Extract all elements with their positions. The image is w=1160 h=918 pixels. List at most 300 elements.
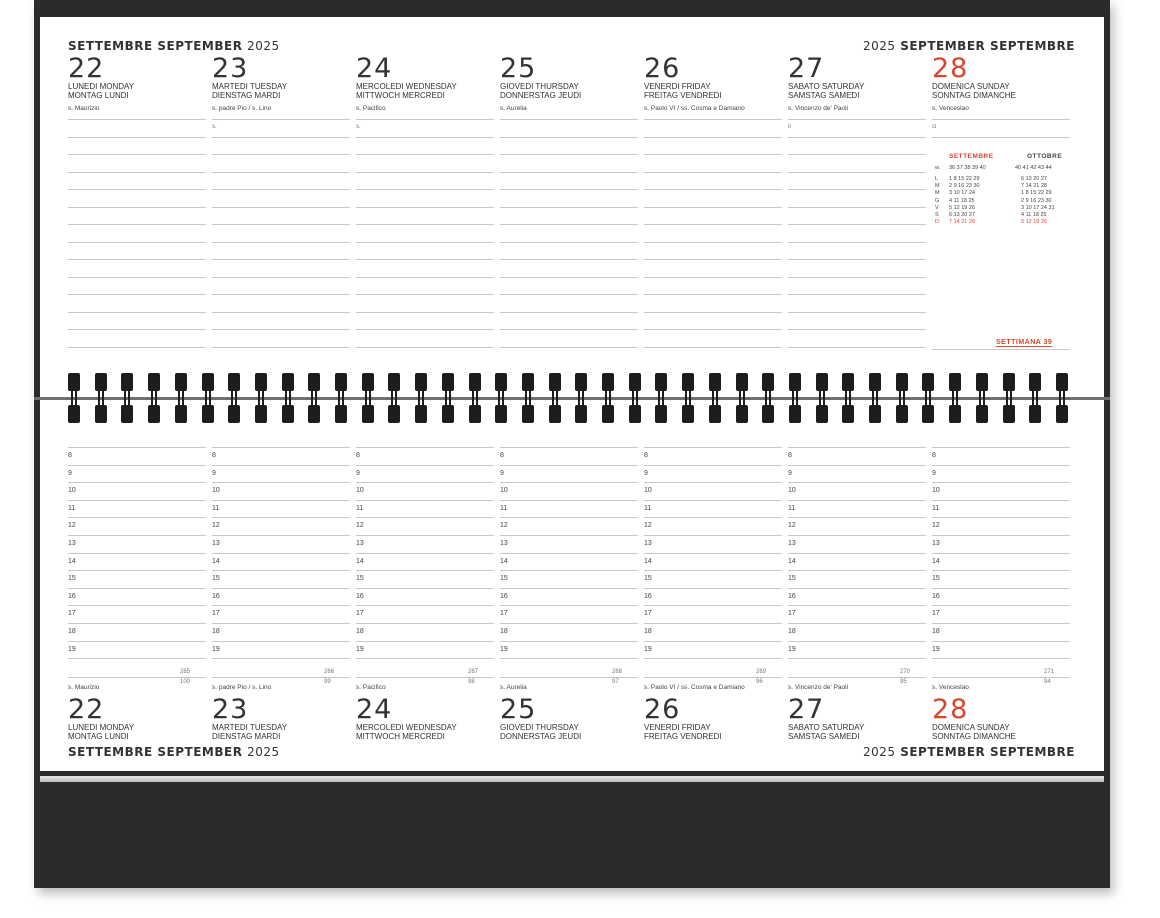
spiral-ring	[255, 373, 267, 423]
mini-cal-row	[935, 212, 1075, 219]
saint-name: s. Pacifico	[356, 105, 386, 112]
hour-line[interactable]	[68, 570, 206, 571]
hour-label: 14	[932, 557, 940, 565]
spiral-ring	[1029, 373, 1041, 423]
hour-line[interactable]	[356, 465, 494, 466]
hour-label: 14	[356, 557, 364, 565]
writing-line[interactable]	[788, 189, 926, 190]
hour-line[interactable]	[788, 447, 926, 448]
hour-label: 11	[212, 504, 220, 512]
writing-line[interactable]	[212, 259, 350, 260]
hour-line[interactable]	[500, 447, 638, 448]
hour-label: 11	[932, 504, 940, 512]
hour-line[interactable]	[500, 553, 638, 554]
day-name-line2: DIENSTAG MARDI	[212, 732, 281, 741]
saint-name-bottom: s. Maurizio	[68, 684, 100, 691]
spiral-ring	[949, 373, 961, 423]
mini-cal-sept-days: 7 14 21 28	[949, 219, 975, 226]
hour-line[interactable]	[68, 535, 206, 536]
hour-line[interactable]	[212, 447, 350, 448]
writing-line[interactable]	[788, 224, 926, 225]
writing-line[interactable]	[932, 137, 1070, 138]
day-header-bottom	[788, 696, 928, 741]
writing-line[interactable]	[68, 312, 206, 313]
writing-line[interactable]	[68, 137, 206, 138]
writing-line[interactable]	[500, 119, 638, 120]
writing-line[interactable]	[356, 172, 494, 173]
hour-line[interactable]	[212, 500, 350, 501]
writing-line[interactable]	[356, 224, 494, 225]
mini-cal-oct-days: 1 8 15 22 29	[1021, 190, 1052, 197]
hour-label: 12	[500, 522, 508, 530]
hour-line[interactable]	[788, 588, 926, 589]
writing-line[interactable]	[500, 224, 638, 225]
hour-line[interactable]	[788, 465, 926, 466]
mini-cal-row	[935, 198, 1075, 205]
hour-line[interactable]	[644, 553, 782, 554]
hour-line[interactable]	[212, 517, 350, 518]
hour-line[interactable]	[68, 605, 206, 606]
hour-label: 17	[68, 610, 76, 618]
mini-cal-sept-days: 1 8 15 22 29	[949, 176, 980, 182]
writing-line[interactable]	[356, 154, 494, 155]
hour-line[interactable]	[356, 658, 494, 659]
writing-line[interactable]	[500, 154, 638, 155]
hour-line[interactable]	[500, 570, 638, 571]
writing-line[interactable]	[356, 189, 494, 190]
hour-line[interactable]	[356, 623, 494, 624]
spiral-ring	[362, 373, 374, 423]
day-number: 24	[356, 53, 393, 84]
writing-line[interactable]	[212, 347, 350, 348]
day-name-line1: MERCOLEDI WEDNESDAY	[356, 82, 457, 91]
hour-label: 10	[356, 487, 364, 495]
hour-line[interactable]	[68, 482, 206, 483]
day-name-line1: GIOVEDI THURSDAY	[500, 723, 579, 732]
day-number: 28	[932, 53, 969, 84]
day-header-bottom	[932, 696, 1072, 741]
spiral-ring	[842, 373, 854, 423]
hour-label: 8	[932, 452, 936, 459]
hour-line[interactable]	[212, 535, 350, 536]
day-name-line2: SAMSTAG SAMEDI	[788, 91, 860, 100]
hour-line[interactable]	[212, 605, 350, 606]
hour-label: 11	[356, 504, 364, 512]
writing-line[interactable]	[500, 329, 638, 330]
writing-line[interactable]	[500, 242, 638, 243]
hour-line[interactable]	[932, 588, 1070, 589]
hour-label: 15	[644, 575, 652, 583]
mini-cal-oct-title: OTTOBRE	[1027, 153, 1063, 160]
writing-line[interactable]	[788, 137, 926, 138]
hour-line[interactable]	[356, 553, 494, 554]
saint-name-bottom: s. Paolo VI / ss. Cosma e Damiano	[644, 684, 745, 691]
writing-line[interactable]	[788, 294, 926, 295]
hour-line[interactable]	[212, 588, 350, 589]
rule	[788, 677, 926, 678]
day-name-line1: SABATO SATURDAY	[788, 723, 865, 732]
writing-line[interactable]	[500, 294, 638, 295]
days-remaining: 96	[756, 679, 763, 685]
hour-label: 9	[356, 469, 360, 477]
writing-line[interactable]	[212, 172, 350, 173]
day-name-line2: SONNTAG DIMANCHE	[932, 732, 1016, 741]
hour-label: 16	[68, 592, 76, 600]
writing-line[interactable]	[356, 347, 494, 348]
spiral-ring	[442, 373, 454, 423]
writing-line[interactable]	[644, 347, 782, 348]
hour-line[interactable]	[644, 465, 782, 466]
hour-line[interactable]	[788, 605, 926, 606]
rule	[356, 677, 494, 678]
hour-line[interactable]	[932, 641, 1070, 642]
writing-line[interactable]	[644, 172, 782, 173]
hour-line[interactable]	[68, 553, 206, 554]
day-name-line1: SABATO SATURDAY	[788, 82, 865, 91]
writing-line[interactable]	[644, 329, 782, 330]
day-name-line2: MITTWOCH MERCREDI	[356, 91, 445, 100]
writing-line[interactable]	[644, 242, 782, 243]
hour-line[interactable]	[500, 605, 638, 606]
writing-line[interactable]	[68, 207, 206, 208]
writing-line[interactable]	[644, 312, 782, 313]
writing-line[interactable]	[212, 154, 350, 155]
hour-label: 18	[788, 628, 796, 635]
days-remaining: 94	[1044, 679, 1051, 685]
hour-line[interactable]	[500, 482, 638, 483]
writing-line[interactable]	[356, 137, 494, 138]
hour-line[interactable]	[932, 447, 1070, 448]
hour-label: 15	[356, 575, 364, 583]
hour-line[interactable]	[644, 658, 782, 659]
writing-line[interactable]	[788, 277, 926, 278]
writing-line[interactable]	[68, 172, 206, 173]
hour-line[interactable]	[644, 535, 782, 536]
hour-line[interactable]	[212, 658, 350, 659]
hour-line[interactable]	[932, 517, 1070, 518]
saint-name: s. Maurizio	[68, 105, 100, 112]
hour-line[interactable]	[68, 658, 206, 659]
hour-line[interactable]	[788, 570, 926, 571]
hour-line[interactable]	[932, 465, 1070, 466]
writing-line[interactable]	[68, 224, 206, 225]
writing-line[interactable]	[500, 347, 638, 348]
writing-line[interactable]	[356, 329, 494, 330]
writing-line[interactable]	[788, 172, 926, 173]
hour-line[interactable]	[356, 588, 494, 589]
hour-label: 18	[500, 628, 508, 635]
hour-line[interactable]	[644, 623, 782, 624]
hour-line[interactable]	[932, 605, 1070, 606]
hour-label: 8	[788, 452, 792, 459]
spiral-ring	[68, 373, 80, 423]
spiral-ring	[202, 373, 214, 423]
day-name-line1: GIOVEDI THURSDAY	[500, 82, 579, 91]
writing-line[interactable]	[644, 154, 782, 155]
hour-line[interactable]	[68, 517, 206, 518]
hour-line[interactable]	[212, 465, 350, 466]
hour-line[interactable]	[644, 517, 782, 518]
writing-line[interactable]	[500, 312, 638, 313]
day-header-top	[788, 55, 928, 112]
hour-line[interactable]	[212, 641, 350, 642]
days-remaining: 100	[180, 679, 191, 685]
rule	[68, 677, 206, 678]
writing-line[interactable]	[356, 294, 494, 295]
hour-line[interactable]	[644, 641, 782, 642]
writing-line[interactable]	[644, 137, 782, 138]
hour-line[interactable]	[212, 553, 350, 554]
day-of-year: 270	[900, 669, 911, 675]
saint-name-bottom: s. Aurelia	[500, 684, 527, 691]
writing-line[interactable]	[68, 259, 206, 260]
hour-line[interactable]	[932, 623, 1070, 624]
hour-label: 13	[500, 540, 508, 547]
day-name-line1: LUNEDI MONDAY	[68, 723, 135, 732]
hour-line[interactable]	[68, 623, 206, 624]
hour-line[interactable]	[644, 588, 782, 589]
bottom-page-edge	[40, 776, 1104, 782]
writing-line[interactable]	[788, 119, 926, 120]
hour-label: 13	[356, 540, 364, 547]
hour-line[interactable]	[788, 500, 926, 501]
writing-line[interactable]	[500, 259, 638, 260]
day-name-line1: VENERDI FRIDAY	[644, 82, 711, 91]
writing-line[interactable]	[356, 242, 494, 243]
hour-line[interactable]	[500, 641, 638, 642]
writing-line[interactable]	[644, 189, 782, 190]
day-header-top	[212, 55, 352, 112]
mini-cal-sept-days: 3 10 17 24	[949, 190, 975, 197]
writing-line[interactable]	[68, 277, 206, 278]
writing-line[interactable]	[356, 119, 494, 120]
hour-label: 8	[356, 452, 360, 459]
spiral-ring	[415, 373, 427, 423]
hour-label: 16	[932, 592, 940, 600]
writing-line[interactable]	[212, 119, 350, 120]
writing-line[interactable]	[788, 242, 926, 243]
hour-line[interactable]	[68, 447, 206, 448]
day-number: 23	[212, 53, 249, 84]
writing-line[interactable]	[644, 294, 782, 295]
hour-line[interactable]	[932, 658, 1070, 659]
mini-cal-row	[935, 183, 1075, 190]
writing-line[interactable]	[788, 207, 926, 208]
writing-line[interactable]	[500, 189, 638, 190]
hour-line[interactable]	[68, 500, 206, 501]
hour-label: 14	[500, 557, 508, 565]
writing-line[interactable]	[500, 172, 638, 173]
hour-line[interactable]	[932, 500, 1070, 501]
hour-label: 12	[788, 522, 796, 530]
day-header-top	[68, 55, 208, 112]
hour-line[interactable]	[356, 641, 494, 642]
hour-line[interactable]	[644, 605, 782, 606]
hour-label: 17	[212, 610, 220, 618]
writing-line[interactable]	[788, 154, 926, 155]
mini-cal-weekday: V	[935, 204, 939, 211]
writing-line[interactable]	[68, 154, 206, 155]
writing-line[interactable]	[212, 277, 350, 278]
writing-line[interactable]	[644, 277, 782, 278]
hour-line[interactable]	[356, 535, 494, 536]
day-name-line2: FREITAG VENDREDI	[644, 732, 722, 741]
hour-line[interactable]	[788, 535, 926, 536]
hour-label: 10	[932, 487, 940, 495]
hour-line[interactable]	[932, 535, 1070, 536]
hour-label: 15	[68, 575, 76, 583]
hour-label: 11	[644, 504, 652, 512]
hour-line[interactable]	[932, 553, 1070, 554]
writing-line[interactable]	[356, 312, 494, 313]
rule	[644, 677, 782, 678]
hour-line[interactable]	[644, 500, 782, 501]
writing-line[interactable]	[68, 119, 206, 120]
hour-line[interactable]	[500, 658, 638, 659]
writing-line[interactable]	[212, 294, 350, 295]
day-name-line2: FREITAG VENDREDI	[644, 91, 722, 100]
writing-line[interactable]	[356, 277, 494, 278]
writing-line[interactable]	[68, 189, 206, 190]
hour-line[interactable]	[356, 500, 494, 501]
writing-line[interactable]	[212, 207, 350, 208]
hour-label: 17	[500, 610, 508, 618]
hour-line[interactable]	[500, 588, 638, 589]
hour-line[interactable]	[356, 517, 494, 518]
hour-line[interactable]	[932, 482, 1070, 483]
hour-label: 18	[932, 628, 940, 635]
bottom-header-left: SETTEMBRE SEPTEMBER 2025	[68, 745, 280, 759]
writing-line[interactable]	[644, 259, 782, 260]
writing-line[interactable]	[68, 242, 206, 243]
hour-line[interactable]	[788, 553, 926, 554]
hour-line[interactable]	[68, 641, 206, 642]
hour-label: 19	[500, 645, 508, 653]
writing-line[interactable]	[644, 207, 782, 208]
day-name-line1: DOMENICA SUNDAY	[932, 82, 1010, 91]
hour-line[interactable]	[212, 623, 350, 624]
hour-line[interactable]	[356, 605, 494, 606]
spiral-ring	[789, 373, 801, 423]
writing-line[interactable]	[212, 329, 350, 330]
hour-line[interactable]	[212, 570, 350, 571]
spiral-ring	[762, 373, 774, 423]
writing-line[interactable]	[500, 137, 638, 138]
writing-line[interactable]	[212, 189, 350, 190]
hour-line[interactable]	[788, 482, 926, 483]
spiral-ring	[549, 373, 561, 423]
writing-line[interactable]	[212, 312, 350, 313]
writing-line[interactable]	[212, 137, 350, 138]
spiral-ring	[682, 373, 694, 423]
hour-line[interactable]	[500, 623, 638, 624]
hour-line[interactable]	[788, 641, 926, 642]
hour-line[interactable]	[356, 447, 494, 448]
mini-cal-weekday: L	[935, 176, 939, 182]
day-name-line2: DIENSTAG MARDI	[212, 91, 281, 100]
writing-line[interactable]	[68, 347, 206, 348]
writing-line[interactable]	[788, 347, 926, 348]
writing-line[interactable]	[500, 277, 638, 278]
writing-line[interactable]	[356, 259, 494, 260]
hour-label: 19	[212, 645, 220, 653]
top-header-left: SETTEMBRE SEPTEMBER 2025	[68, 39, 280, 53]
hour-line[interactable]	[212, 482, 350, 483]
writing-line[interactable]	[788, 329, 926, 330]
writing-line[interactable]	[212, 242, 350, 243]
hour-line[interactable]	[788, 658, 926, 659]
day-header-top	[500, 55, 640, 112]
hour-line[interactable]	[68, 588, 206, 589]
writing-line[interactable]	[356, 207, 494, 208]
writing-line[interactable]	[788, 312, 926, 313]
spiral-ring	[976, 373, 988, 423]
hour-line[interactable]	[644, 570, 782, 571]
hour-line[interactable]	[644, 447, 782, 448]
writing-line[interactable]	[212, 224, 350, 225]
days-remaining: 99	[324, 679, 331, 685]
hour-line[interactable]	[788, 517, 926, 518]
hour-label: 16	[500, 592, 508, 600]
day-header-bottom	[68, 696, 208, 741]
mini-cal-oct-days: 7 14 21 28	[1021, 183, 1047, 190]
hour-line[interactable]	[500, 465, 638, 466]
mini-cal-row	[935, 219, 1075, 226]
hour-label: 13	[932, 540, 940, 547]
day-header-bottom	[644, 696, 784, 741]
hour-line[interactable]	[788, 623, 926, 624]
hour-label: 11	[68, 504, 76, 512]
saint-name-bottom: s. Pacifico	[356, 684, 386, 691]
spiral-ring	[308, 373, 320, 423]
hour-line[interactable]	[500, 535, 638, 536]
saint-sub: s.	[212, 124, 217, 130]
mini-cal-row	[935, 176, 1075, 183]
hour-label: 8	[68, 452, 72, 459]
hour-label: 17	[356, 610, 364, 618]
spiral-ring	[121, 373, 133, 423]
mini-cal-week-label: w.	[935, 165, 941, 171]
writing-line[interactable]	[644, 119, 782, 120]
writing-line[interactable]	[644, 224, 782, 225]
hour-line[interactable]	[356, 482, 494, 483]
writing-line[interactable]	[68, 329, 206, 330]
hour-label: 15	[212, 575, 220, 583]
hour-label: 17	[788, 610, 796, 618]
writing-line[interactable]	[500, 207, 638, 208]
day-name-line1: MERCOLEDI WEDNESDAY	[356, 723, 457, 732]
writing-line[interactable]	[932, 119, 1070, 120]
hour-line[interactable]	[356, 570, 494, 571]
writing-line[interactable]	[932, 349, 1070, 350]
hour-line[interactable]	[68, 465, 206, 466]
hour-line[interactable]	[500, 517, 638, 518]
hour-line[interactable]	[932, 570, 1070, 571]
hour-line[interactable]	[644, 482, 782, 483]
hour-line[interactable]	[500, 500, 638, 501]
hour-label: 9	[788, 469, 792, 477]
hour-label: 16	[212, 592, 220, 600]
day-name-line1: LUNEDI MONDAY	[68, 82, 135, 91]
hour-label: 13	[788, 540, 796, 547]
writing-line[interactable]	[68, 294, 206, 295]
day-of-year: 266	[324, 669, 335, 675]
hour-label: 18	[356, 628, 364, 635]
hour-label: 10	[644, 487, 652, 495]
hour-label: 12	[356, 522, 364, 530]
hour-label: 15	[500, 575, 508, 583]
writing-line[interactable]	[788, 259, 926, 260]
